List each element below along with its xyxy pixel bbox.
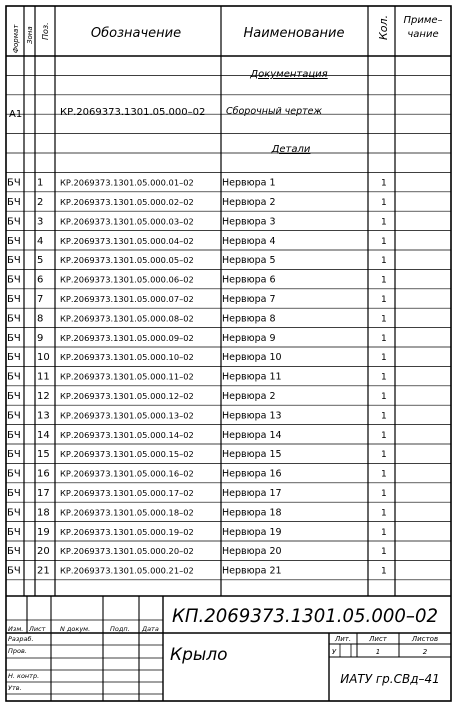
row-format: БЧ — [7, 332, 21, 344]
assembly-name: Сборочный чертеж — [226, 106, 323, 117]
title-block — [8, 605, 440, 692]
row-quantity: 1 — [381, 566, 387, 577]
table-header — [12, 15, 443, 53]
row-position: 2 — [37, 197, 44, 208]
row-quantity: 1 — [381, 430, 387, 441]
row-designation: КР.2069373.1301.05.000.19–02 — [60, 526, 194, 537]
row-designation: КР.2069373.1301.05.000.10–02 — [60, 352, 194, 363]
row-quantity: 1 — [381, 353, 387, 364]
row-format: БЧ — [7, 294, 21, 305]
row-name: Нервюра 2 — [222, 197, 276, 208]
row-name: Нервюра 17 — [222, 488, 282, 499]
label-sheets: Листов — [411, 635, 439, 643]
table-row — [7, 178, 387, 189]
row-position: 10 — [37, 352, 50, 364]
row-position: 19 — [37, 526, 50, 538]
row-name: Нервюра 7 — [222, 294, 276, 305]
table-row — [7, 197, 387, 208]
row-format: БЧ — [7, 468, 21, 480]
row-quantity: 1 — [381, 256, 387, 267]
table-row — [7, 488, 387, 499]
sheet-value: 1 — [375, 648, 381, 656]
row-name: Нервюра 6 — [222, 274, 276, 286]
row-name: Нервюра 15 — [222, 449, 282, 461]
row-position: 6 — [37, 274, 44, 286]
row-format: БЧ — [7, 313, 21, 325]
row-designation: КР.2069373.1301.05.000.14–02 — [60, 429, 194, 440]
row-designation: КР.2069373.1301.05.000.05–02 — [60, 255, 194, 266]
section-headings — [9, 69, 328, 155]
row-format: БЧ — [7, 235, 21, 247]
label-norm-control: Н. контр. — [8, 672, 40, 680]
document-code: КП.2069373.1301.05.000–02 — [172, 605, 438, 627]
row-format: БЧ — [7, 352, 21, 364]
label-checked: Пров. — [8, 647, 27, 655]
row-quantity: 1 — [381, 489, 387, 499]
row-format: БЧ — [7, 197, 21, 208]
table-row — [7, 236, 387, 247]
row-quantity: 1 — [381, 217, 387, 228]
row-position: 7 — [37, 294, 44, 305]
row-position: 15 — [37, 449, 50, 461]
row-position: 20 — [37, 546, 50, 558]
row-position: 1 — [37, 177, 44, 189]
assembly-format: А1 — [9, 109, 23, 120]
table-row — [7, 255, 387, 266]
row-name: Нервюра 13 — [222, 410, 282, 422]
row-quantity: 1 — [381, 275, 387, 286]
header-position: Поз. — [41, 22, 50, 40]
row-name: Нервюра 1 — [222, 177, 276, 189]
row-format: БЧ — [7, 546, 21, 558]
row-position: 11 — [37, 371, 50, 383]
row-name: Нервюра 18 — [222, 507, 282, 519]
row-name: Нервюра 8 — [222, 313, 276, 325]
table-row — [7, 546, 387, 557]
row-quantity: 1 — [381, 198, 387, 208]
row-format: БЧ — [7, 507, 21, 519]
row-format: БЧ — [7, 255, 21, 267]
row-format: БЧ — [7, 177, 21, 189]
row-designation: КР.2069373.1301.05.000.17–02 — [60, 488, 194, 498]
row-format: БЧ — [7, 371, 21, 383]
header-format: Формат — [12, 24, 20, 53]
row-designation: КР.2069373.1301.05.000.18–02 — [60, 507, 194, 518]
row-position: 5 — [37, 255, 44, 267]
row-format: БЧ — [7, 274, 21, 286]
row-designation: КР.2069373.1301.05.000.01–02 — [60, 177, 194, 188]
row-name: Нервюра 10 — [222, 352, 282, 364]
header-zone: Зона — [26, 26, 34, 44]
row-name: Нервюра 11 — [222, 371, 282, 383]
row-name: Нервюра 9 — [222, 332, 276, 344]
row-position: 8 — [37, 313, 44, 325]
row-designation: КР.2069373.1301.05.000.16–02 — [60, 468, 194, 479]
row-format: БЧ — [7, 449, 21, 461]
row-designation: КР.2069373.1301.05.000.07–02 — [60, 294, 194, 304]
row-position: 9 — [37, 332, 44, 344]
row-designation: КР.2069373.1301.05.000.21–02 — [60, 565, 194, 576]
assembly-designation: КР.2069373.1301.05.000–02 — [60, 107, 206, 118]
row-name: Нервюра 4 — [222, 235, 276, 247]
table-row — [7, 449, 387, 460]
table-row — [7, 275, 387, 286]
row-quantity: 1 — [381, 314, 387, 325]
row-designation: КР.2069373.1301.05.000.11–02 — [60, 371, 194, 382]
row-position: 14 — [37, 429, 50, 441]
label-doc-number: N докум. — [60, 625, 91, 633]
table-row — [7, 410, 387, 421]
row-name: Нервюра 5 — [222, 255, 276, 267]
row-designation: КР.2069373.1301.05.000.09–02 — [60, 332, 194, 343]
row-quantity: 1 — [381, 450, 387, 461]
row-quantity: 1 — [381, 236, 387, 247]
row-designation: КР.2069373.1301.05.000.12–02 — [60, 391, 194, 401]
organization: ИАТУ гр.СВд–41 — [340, 672, 440, 686]
section-parts: Детали — [271, 144, 311, 155]
row-name: Нервюра 2 — [222, 391, 276, 402]
row-quantity: 1 — [381, 372, 387, 383]
row-name: Нервюра 20 — [222, 546, 282, 558]
row-designation: КР.2069373.1301.05.000.20–02 — [60, 546, 194, 557]
label-list: Лист — [29, 625, 46, 633]
table-row — [7, 294, 387, 305]
header-designation: Обозначение — [90, 26, 182, 41]
label-date: Дата — [142, 625, 159, 633]
row-position: 13 — [37, 410, 50, 422]
row-format: БЧ — [7, 526, 21, 538]
row-format: БЧ — [7, 429, 21, 441]
table-row — [7, 469, 387, 480]
product-title: Крыло — [170, 645, 228, 665]
table-row — [7, 391, 387, 402]
row-name: Нервюра 19 — [222, 526, 282, 538]
row-designation: КР.2069373.1301.05.000.03–02 — [60, 216, 194, 227]
label-sheet: Лист — [369, 635, 387, 643]
row-name: Нервюра 16 — [222, 468, 282, 480]
row-quantity: 1 — [381, 295, 387, 305]
header-quantity: Кол. — [377, 14, 390, 40]
row-designation: КР.2069373.1301.05.000.13–02 — [60, 410, 194, 421]
row-position: 12 — [37, 391, 50, 402]
sheets-value: 2 — [422, 648, 428, 656]
row-quantity: 1 — [381, 469, 387, 480]
row-format: БЧ — [7, 391, 21, 402]
row-quantity: 1 — [381, 333, 387, 344]
table-row — [7, 507, 387, 518]
row-format: БЧ — [7, 216, 21, 228]
label-developed: Разраб. — [8, 635, 34, 643]
table-row — [7, 430, 387, 441]
row-name: Нервюра 14 — [222, 429, 282, 441]
header-note-line1: Приме– — [403, 15, 443, 26]
label-approved: Утв. — [8, 684, 22, 692]
row-designation: КР.2069373.1301.05.000.15–02 — [60, 449, 194, 460]
label-lit: Лит. — [334, 635, 352, 643]
row-position: 18 — [37, 507, 50, 519]
table-row — [7, 352, 387, 363]
row-designation: КР.2069373.1301.05.000.04–02 — [60, 235, 194, 246]
row-designation: КР.2069373.1301.05.000.02–02 — [60, 197, 194, 207]
row-designation: КР.2069373.1301.05.000.06–02 — [60, 274, 194, 285]
row-quantity: 1 — [381, 411, 387, 422]
label-izm: Изм. — [8, 625, 24, 633]
row-format: БЧ — [7, 565, 21, 577]
table-row — [7, 313, 387, 324]
header-name: Наименование — [243, 26, 345, 41]
table-row — [7, 527, 387, 538]
section-documentation: Документация — [250, 69, 328, 80]
table-row — [7, 566, 387, 577]
row-format: БЧ — [7, 410, 21, 422]
row-format: БЧ — [7, 488, 21, 499]
table-row — [7, 333, 387, 344]
row-quantity: 1 — [381, 547, 387, 558]
parts-list — [7, 178, 387, 577]
row-quantity: 1 — [381, 527, 387, 538]
row-name: Нервюра 21 — [222, 565, 282, 577]
row-quantity: 1 — [381, 508, 387, 519]
row-quantity: 1 — [381, 178, 387, 189]
row-position: 16 — [37, 468, 50, 480]
row-quantity: 1 — [381, 392, 387, 402]
header-note-line2: чание — [407, 29, 439, 40]
row-designation: КР.2069373.1301.05.000.08–02 — [60, 313, 194, 324]
row-position: 21 — [37, 565, 50, 577]
table-row — [7, 372, 387, 383]
row-position: 3 — [37, 216, 44, 228]
label-signature: Подп. — [110, 625, 130, 633]
row-name: Нервюра 3 — [222, 216, 276, 228]
table-row — [7, 216, 387, 227]
lit-value: У — [331, 648, 337, 656]
row-position: 17 — [37, 488, 50, 499]
row-position: 4 — [37, 235, 44, 247]
